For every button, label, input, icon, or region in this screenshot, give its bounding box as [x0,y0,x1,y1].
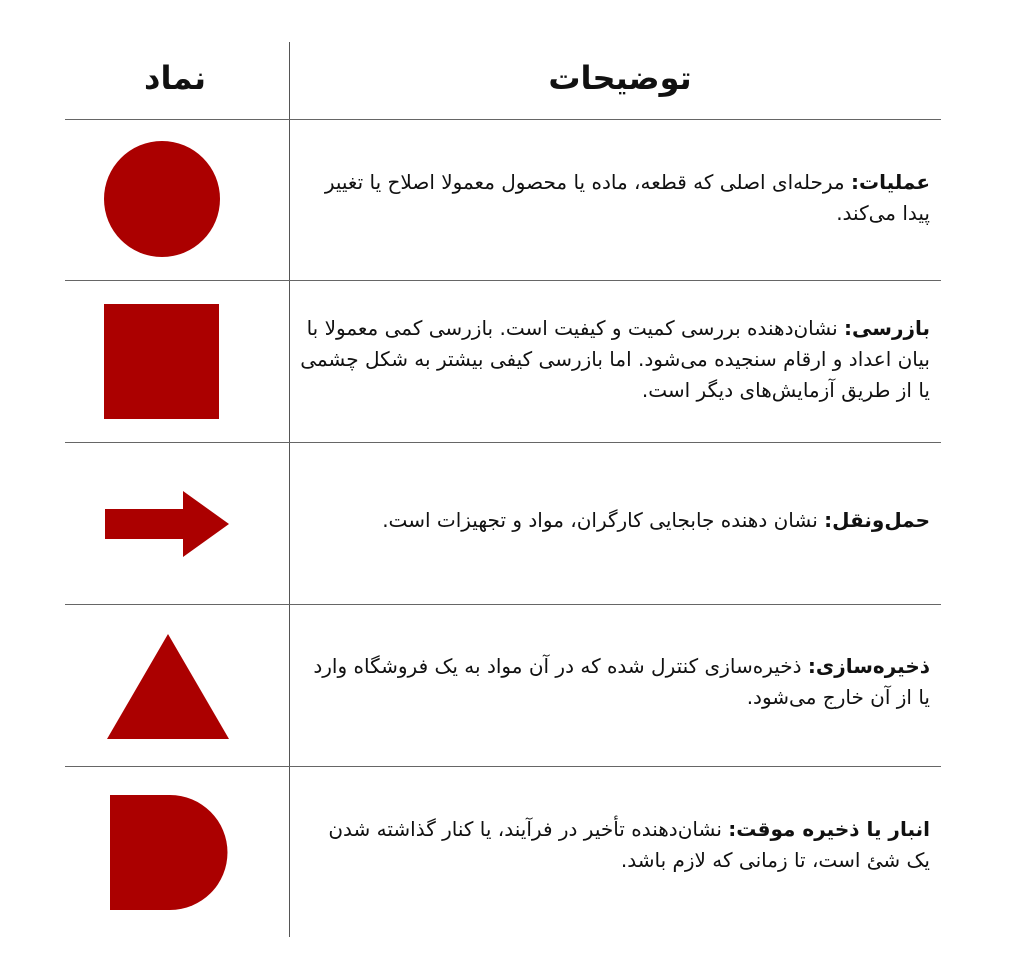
row-text: نشان‌دهنده بررسی کمیت و کیفیت است. بازرسی کمی معمولا با بیان اعداد و ارقام سنجیده می‌شود. اما بازرسی کیفی بیشتر به شکل چشمی یا از طریق آزمایش‌های دیگر است. [300,316,930,402]
row-inspection-description [300,313,930,406]
row-divider [65,442,941,443]
row-divider [65,119,941,120]
row-term: انبار یا ذخیره موقت: [728,817,930,841]
row-storage-description [300,651,930,713]
row-divider [65,766,941,767]
triangle-icon [107,634,229,739]
d-shape-icon [110,795,228,910]
description-column-header: توضیحات [548,59,692,97]
row-divider [65,604,941,605]
row-text: مرحله‌ای اصلی که قطعه، ماده یا محصول معمولا اصلاح یا تغییر پیدا می‌کند. [324,170,930,225]
row-text: نشان دهنده جابجایی کارگران، مواد و تجهیزات است. [382,508,825,532]
row-term: عملیات: [850,170,930,194]
row-divider [65,280,941,281]
row-term: حمل‌ونقل: [824,508,930,532]
row-text: ذخیره‌سازی کنترل شده که در آن مواد به یک فروشگاه وارد یا از آن خارج می‌شود. [313,654,930,709]
column-divider [289,42,290,937]
symbol-column-header: نماد [144,59,206,97]
row-term: ذخیره‌سازی: [807,654,930,678]
row-transport-description [300,505,930,536]
square-icon [104,304,219,419]
row-term: بازرسی: [844,316,930,340]
arrow-right-icon [105,491,230,557]
row-delay-description [300,814,930,876]
row-text: نشان‌دهنده تأخیر در فرآیند، یا کنار گذاشته شدن یک شئ است، تا زمانی که لازم باشد. [328,817,930,872]
circle-icon [103,140,221,258]
row-operation-description [300,167,930,229]
